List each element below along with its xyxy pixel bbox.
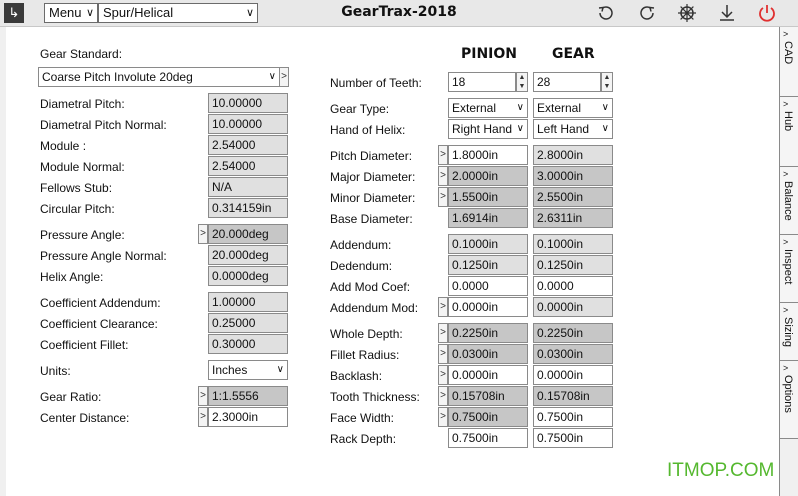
dedendum-label: Dedendum: bbox=[330, 259, 393, 273]
gear-tooth-thickness-field[interactable]: 0.15708in bbox=[533, 386, 613, 406]
pitch-diameter-label: Pitch Diameter: bbox=[330, 149, 413, 163]
fillet-radius-label: Fillet Radius: bbox=[330, 348, 400, 362]
pinion-fillet-radius-field[interactable]: 0.0300in bbox=[448, 344, 528, 364]
backlash-label: Backlash: bbox=[330, 369, 383, 383]
menu-dropdown[interactable] bbox=[44, 3, 98, 23]
major-diameter-label: Major Diameter: bbox=[330, 170, 416, 184]
tab-inspect[interactable] bbox=[780, 235, 798, 303]
gear-backlash-field[interactable]: 0.0000in bbox=[533, 365, 613, 385]
coefficient-addendum-field[interactable]: 1.00000 bbox=[208, 292, 288, 312]
tab-cad[interactable] bbox=[780, 27, 798, 97]
pinion-tooth-thickness-field[interactable]: 0.15708in bbox=[448, 386, 528, 406]
gear-pitch-diameter-field[interactable]: 2.8000in bbox=[533, 145, 613, 165]
gear-ratio-expand-icon[interactable]: > bbox=[198, 386, 208, 406]
chevron-right-icon: > bbox=[783, 169, 789, 179]
circular-pitch-label: Circular Pitch: bbox=[40, 202, 115, 216]
pinion-backlash-field[interactable]: 0.0000in bbox=[448, 365, 528, 385]
pinion-whole-depth-field[interactable]: 0.2250in bbox=[448, 323, 528, 343]
gear-teeth-stepper[interactable]: ▲ ▼ bbox=[601, 72, 613, 92]
chevron-down-icon: ∨ bbox=[245, 7, 254, 19]
gear-type-label: Gear Type: bbox=[330, 102, 390, 116]
tooth-thickness-expand-icon[interactable]: > bbox=[438, 386, 448, 406]
add-mod-coef-label: Add Mod Coef: bbox=[330, 280, 411, 294]
pressure-angle-normal-label: Pressure Angle Normal: bbox=[40, 249, 167, 263]
tab-options-label: Options bbox=[782, 375, 794, 413]
whole-depth-expand-icon[interactable]: > bbox=[438, 323, 448, 343]
tooth-thickness-label: Tooth Thickness: bbox=[330, 390, 420, 404]
module-field[interactable]: 2.54000 bbox=[208, 135, 288, 155]
chevron-right-icon: > bbox=[783, 99, 789, 109]
menu-label: Menu bbox=[49, 5, 82, 20]
fellows-stub-field[interactable]: N/A bbox=[208, 177, 288, 197]
major-diameter-expand-icon[interactable]: > bbox=[438, 166, 448, 186]
chevron-down-icon: ∨ bbox=[276, 364, 284, 375]
gear-teeth-input[interactable]: 28 bbox=[533, 72, 601, 92]
tab-balance-label: Balance bbox=[782, 181, 794, 221]
chevron-right-icon: > bbox=[783, 29, 789, 39]
wheel-icon[interactable] bbox=[676, 2, 698, 24]
addendum-mod-label: Addendum Mod: bbox=[330, 301, 419, 315]
coefficient-fillet-field[interactable]: 0.30000 bbox=[208, 334, 288, 354]
tab-sizing-label: Sizing bbox=[782, 317, 794, 347]
center-distance-expand-icon[interactable]: > bbox=[198, 407, 208, 427]
pinion-teeth-input[interactable]: 18 bbox=[448, 72, 516, 92]
addendum-mod-expand-icon[interactable]: > bbox=[438, 297, 448, 317]
pinion-gear-type-select[interactable] bbox=[448, 98, 528, 118]
pinion-pitch-diameter-field[interactable]: 1.8000in bbox=[448, 145, 528, 165]
pinion-minor-diameter-field[interactable]: 1.5500in bbox=[448, 187, 528, 207]
pinion-rack-depth-field[interactable]: 0.7500in bbox=[448, 428, 528, 448]
gear-dedendum-field[interactable]: 0.1250in bbox=[533, 255, 613, 275]
pinion-addendum-mod-field[interactable]: 0.0000in bbox=[448, 297, 528, 317]
tab-cad-label: CAD bbox=[782, 41, 794, 65]
gear-mode-dropdown[interactable] bbox=[98, 3, 258, 23]
gear-gear-type-select[interactable] bbox=[533, 98, 613, 118]
addendum-label: Addendum: bbox=[330, 238, 392, 252]
pinion-helix-hand-select[interactable] bbox=[448, 119, 528, 139]
download-icon[interactable] bbox=[716, 2, 738, 24]
pressure-angle-expand-icon[interactable]: > bbox=[198, 224, 208, 244]
hand-of-helix-label: Hand of Helix: bbox=[330, 123, 406, 137]
side-tabs bbox=[779, 27, 798, 496]
pinion-teeth-stepper[interactable]: ▲ ▼ bbox=[516, 72, 528, 92]
gear-addendum-field[interactable]: 0.1000in bbox=[533, 234, 613, 254]
gear-helix-hand-select[interactable] bbox=[533, 119, 613, 139]
gear-standard-expand-icon[interactable]: > bbox=[279, 67, 289, 87]
chevron-down-icon: ∨ bbox=[516, 102, 524, 113]
tab-hub-label: Hub bbox=[782, 111, 794, 132]
base-diameter-label: Base Diameter: bbox=[330, 212, 413, 226]
tab-balance[interactable] bbox=[780, 167, 798, 235]
chevron-down-icon: ∨ bbox=[85, 7, 94, 19]
gear-standard-select[interactable] bbox=[38, 67, 280, 87]
chevron-right-icon: > bbox=[783, 237, 789, 247]
chevron-right-icon: > bbox=[783, 363, 789, 373]
number-of-teeth-label: Number of Teeth: bbox=[330, 76, 422, 90]
pinion-face-width-field[interactable]: 0.7500in bbox=[448, 407, 528, 427]
pinion-add-mod-coef-field[interactable]: 0.0000 bbox=[448, 276, 528, 296]
center-distance-field[interactable]: 2.3000in bbox=[208, 407, 288, 427]
main-panel bbox=[6, 27, 779, 496]
gear-gear-type-value: External bbox=[537, 101, 582, 115]
coefficient-addendum-label: Coefficient Addendum: bbox=[40, 296, 161, 310]
module-normal-label: Module Normal: bbox=[40, 160, 125, 174]
watermark: ITMOP.COM bbox=[667, 460, 775, 481]
pinion-helix-hand-value: Right Hand bbox=[452, 122, 513, 136]
chevron-right-icon: > bbox=[783, 305, 789, 315]
pressure-angle-normal-field[interactable]: 20.000deg bbox=[208, 245, 288, 265]
minor-diameter-expand-icon[interactable]: > bbox=[438, 187, 448, 207]
pinion-addendum-field[interactable]: 0.1000in bbox=[448, 234, 528, 254]
chevron-down-icon: ∨ bbox=[268, 71, 276, 82]
units-value: Inches bbox=[212, 363, 248, 377]
pinion-header: PINION bbox=[461, 46, 518, 62]
undo-icon[interactable] bbox=[594, 2, 616, 24]
gear-rack-depth-field[interactable]: 0.7500in bbox=[533, 428, 613, 448]
face-width-expand-icon[interactable]: > bbox=[438, 407, 448, 427]
pinion-base-diameter-field[interactable]: 1.6914in bbox=[448, 208, 528, 228]
diametral-pitch-normal-label: Diametral Pitch Normal: bbox=[40, 118, 167, 132]
units-label: Units: bbox=[40, 364, 71, 378]
gear-addendum-mod-field[interactable]: 0.0000in bbox=[533, 297, 613, 317]
gear-add-mod-coef-field[interactable]: 0.0000 bbox=[533, 276, 613, 296]
pinion-major-diameter-field[interactable]: 2.0000in bbox=[448, 166, 528, 186]
coefficient-clearance-label: Coefficient Clearance: bbox=[40, 317, 158, 331]
coefficient-clearance-field[interactable]: 0.25000 bbox=[208, 313, 288, 333]
units-select[interactable] bbox=[208, 360, 288, 380]
tab-sizing[interactable] bbox=[780, 303, 798, 361]
fillet-radius-expand-icon[interactable]: > bbox=[438, 344, 448, 364]
tab-inspect-label: Inspect bbox=[782, 249, 794, 285]
pitch-diameter-expand-icon[interactable]: > bbox=[438, 145, 448, 165]
gear-ratio-label: Gear Ratio: bbox=[40, 390, 102, 404]
pinion-dedendum-field[interactable]: 0.1250in bbox=[448, 255, 528, 275]
gear-ratio-field[interactable]: 1:1.5556 bbox=[208, 386, 288, 406]
app-menu-icon[interactable]: ↳ bbox=[4, 3, 24, 23]
tab-hub[interactable] bbox=[780, 97, 798, 167]
rack-depth-label: Rack Depth: bbox=[330, 432, 397, 446]
gear-mode-label: Spur/Helical bbox=[103, 5, 174, 20]
diametral-pitch-field[interactable]: 10.00000 bbox=[208, 93, 288, 113]
tab-options[interactable] bbox=[780, 361, 798, 439]
toolbar bbox=[0, 0, 798, 27]
coefficient-fillet-label: Coefficient Fillet: bbox=[40, 338, 129, 352]
pressure-angle-field[interactable]: 20.000deg bbox=[208, 224, 288, 244]
whole-depth-label: Whole Depth: bbox=[330, 327, 403, 341]
helix-angle-field[interactable]: 0.0000deg bbox=[208, 266, 288, 286]
module-normal-field[interactable]: 2.54000 bbox=[208, 156, 288, 176]
gear-standard-label: Gear Standard: bbox=[40, 47, 123, 61]
diametral-pitch-label: Diametral Pitch: bbox=[40, 97, 125, 111]
fellows-stub-label: Fellows Stub: bbox=[40, 181, 113, 195]
chevron-down-icon: ∨ bbox=[516, 123, 524, 134]
circular-pitch-field[interactable]: 0.314159in bbox=[208, 198, 288, 218]
gear-helix-hand-value: Left Hand bbox=[537, 122, 590, 136]
gear-minor-diameter-field[interactable]: 2.5500in bbox=[533, 187, 613, 207]
backlash-expand-icon[interactable]: > bbox=[438, 365, 448, 385]
app-title: GearTrax-2018 bbox=[341, 4, 457, 20]
gear-base-diameter-field[interactable]: 2.6311in bbox=[533, 208, 613, 228]
center-distance-label: Center Distance: bbox=[40, 411, 130, 425]
minor-diameter-label: Minor Diameter: bbox=[330, 191, 416, 205]
gear-standard-value: Coarse Pitch Involute 20deg bbox=[42, 70, 193, 84]
gear-whole-depth-field[interactable]: 0.2250in bbox=[533, 323, 613, 343]
pinion-gear-type-value: External bbox=[452, 101, 497, 115]
diametral-pitch-normal-field[interactable]: 10.00000 bbox=[208, 114, 288, 134]
gear-face-width-field[interactable]: 0.7500in bbox=[533, 407, 613, 427]
redo-icon[interactable] bbox=[637, 2, 659, 24]
power-icon[interactable] bbox=[756, 2, 778, 24]
face-width-label: Face Width: bbox=[330, 411, 395, 425]
helix-angle-label: Helix Angle: bbox=[40, 270, 104, 284]
gear-header: GEAR bbox=[552, 46, 595, 62]
chevron-down-icon: ∨ bbox=[601, 102, 609, 113]
pressure-angle-label: Pressure Angle: bbox=[40, 228, 125, 242]
chevron-down-icon: ∨ bbox=[601, 123, 609, 134]
gear-fillet-radius-field[interactable]: 0.0300in bbox=[533, 344, 613, 364]
gear-major-diameter-field[interactable]: 3.0000in bbox=[533, 166, 613, 186]
module-label: Module : bbox=[40, 139, 87, 153]
